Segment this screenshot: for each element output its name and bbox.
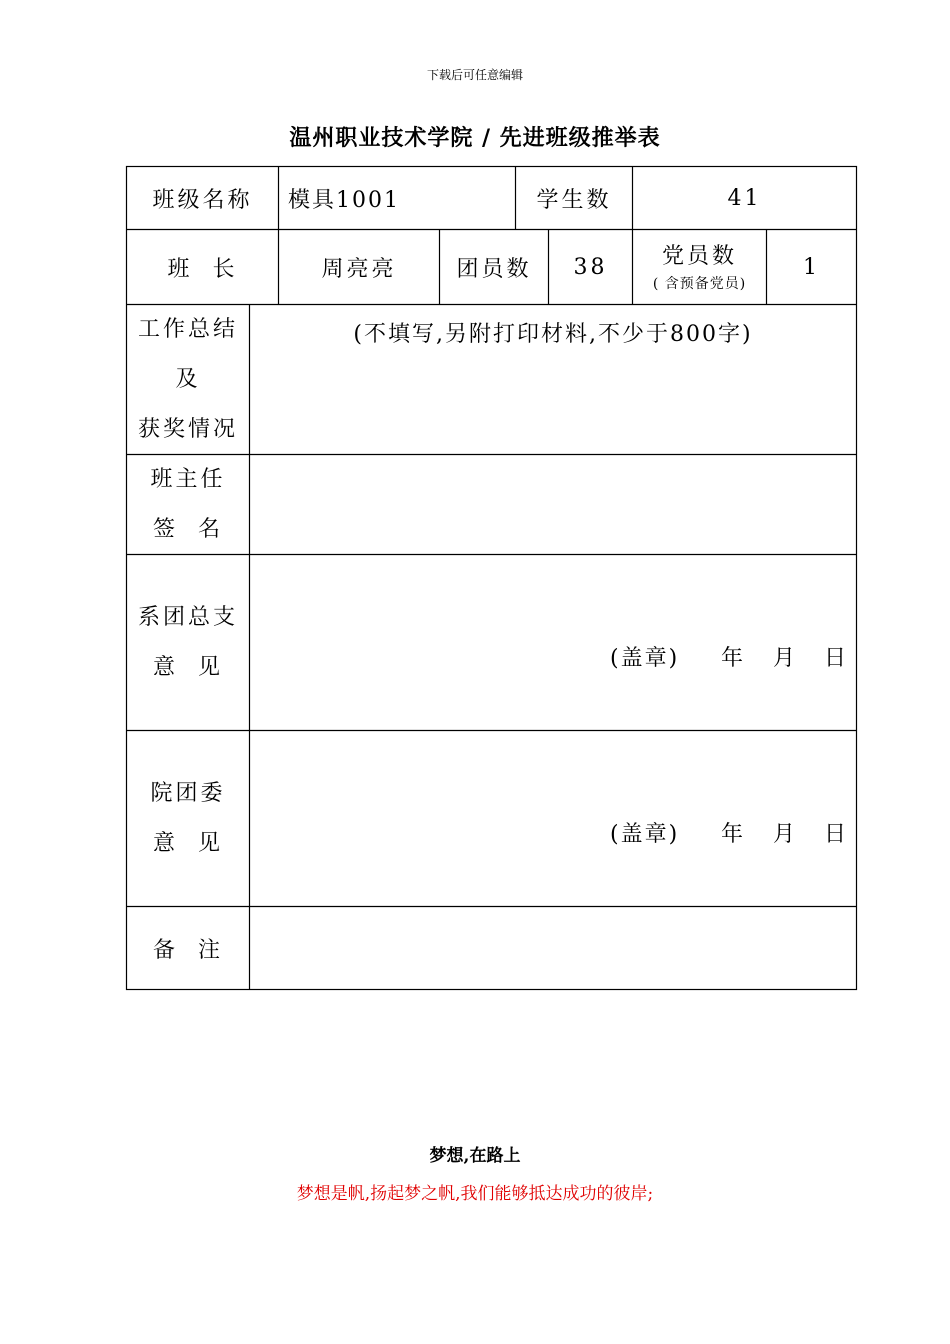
college-opinion-area[interactable] bbox=[250, 731, 856, 906]
league-members-value: 38 bbox=[573, 254, 608, 280]
remarks-label: 备 注 bbox=[153, 937, 223, 963]
college-opinion-label-line2: 意 见 bbox=[153, 830, 223, 856]
head-teacher-signature-area[interactable] bbox=[250, 455, 856, 554]
remarks-area[interactable] bbox=[250, 907, 856, 989]
college-opinion-label-line1: 院团委 bbox=[150, 780, 226, 806]
dept-opinion-label-line2: 意 见 bbox=[153, 654, 223, 680]
dept-opinion-label bbox=[127, 555, 249, 730]
dept-opinion-label-line1: 系团总支 bbox=[137, 604, 238, 630]
party-members-sublabel: ( 含预备党员) bbox=[652, 276, 747, 292]
footer-heading: 梦想,在路上 bbox=[429, 1146, 521, 1166]
head-teacher-label bbox=[127, 455, 249, 554]
party-members-value: 1 bbox=[803, 254, 820, 280]
summary-note: (不填写,另附打印材料,不少于800字) bbox=[353, 321, 753, 347]
summary-label-line3: 获奖情况 bbox=[137, 416, 238, 442]
summary-label-line1: 工作总结 bbox=[137, 316, 238, 342]
college-month: 月 bbox=[773, 822, 798, 847]
college-opinion-label bbox=[127, 731, 249, 906]
monitor-label: 班 长 bbox=[167, 256, 238, 282]
students-value: 41 bbox=[727, 185, 762, 211]
dept-opinion-area[interactable] bbox=[250, 555, 856, 730]
header-note: 下载后可任意编辑 bbox=[426, 68, 523, 82]
party-members-label: 党员数 bbox=[661, 244, 737, 269]
league-members-label: 团员数 bbox=[456, 256, 532, 282]
college-day: 日 bbox=[824, 822, 849, 847]
summary-label-line2: 及 bbox=[175, 366, 201, 392]
dept-seal: (盖章) bbox=[610, 646, 680, 671]
class-name-value: 模具1001 bbox=[288, 187, 400, 213]
college-year: 年 bbox=[721, 822, 746, 847]
college-seal: (盖章) bbox=[610, 822, 680, 847]
dept-day: 日 bbox=[824, 646, 849, 671]
page-title: 温州职业技术学院 / 先进班级推举表 bbox=[289, 125, 661, 151]
footer-quote: 梦想是帆,扬起梦之帆,我们能够抵达成功的彼岸; bbox=[296, 1184, 654, 1204]
dept-month: 月 bbox=[773, 646, 798, 671]
dept-year: 年 bbox=[721, 646, 746, 671]
head-teacher-label-line2: 签 名 bbox=[153, 516, 223, 542]
monitor-value: 周亮亮 bbox=[321, 256, 397, 282]
head-teacher-label-line1: 班主任 bbox=[150, 466, 226, 492]
summary-label bbox=[127, 305, 249, 454]
class-name-label: 班级名称 bbox=[152, 187, 253, 213]
students-label: 学生数 bbox=[536, 187, 612, 213]
party-members-label-cell bbox=[633, 230, 766, 304]
